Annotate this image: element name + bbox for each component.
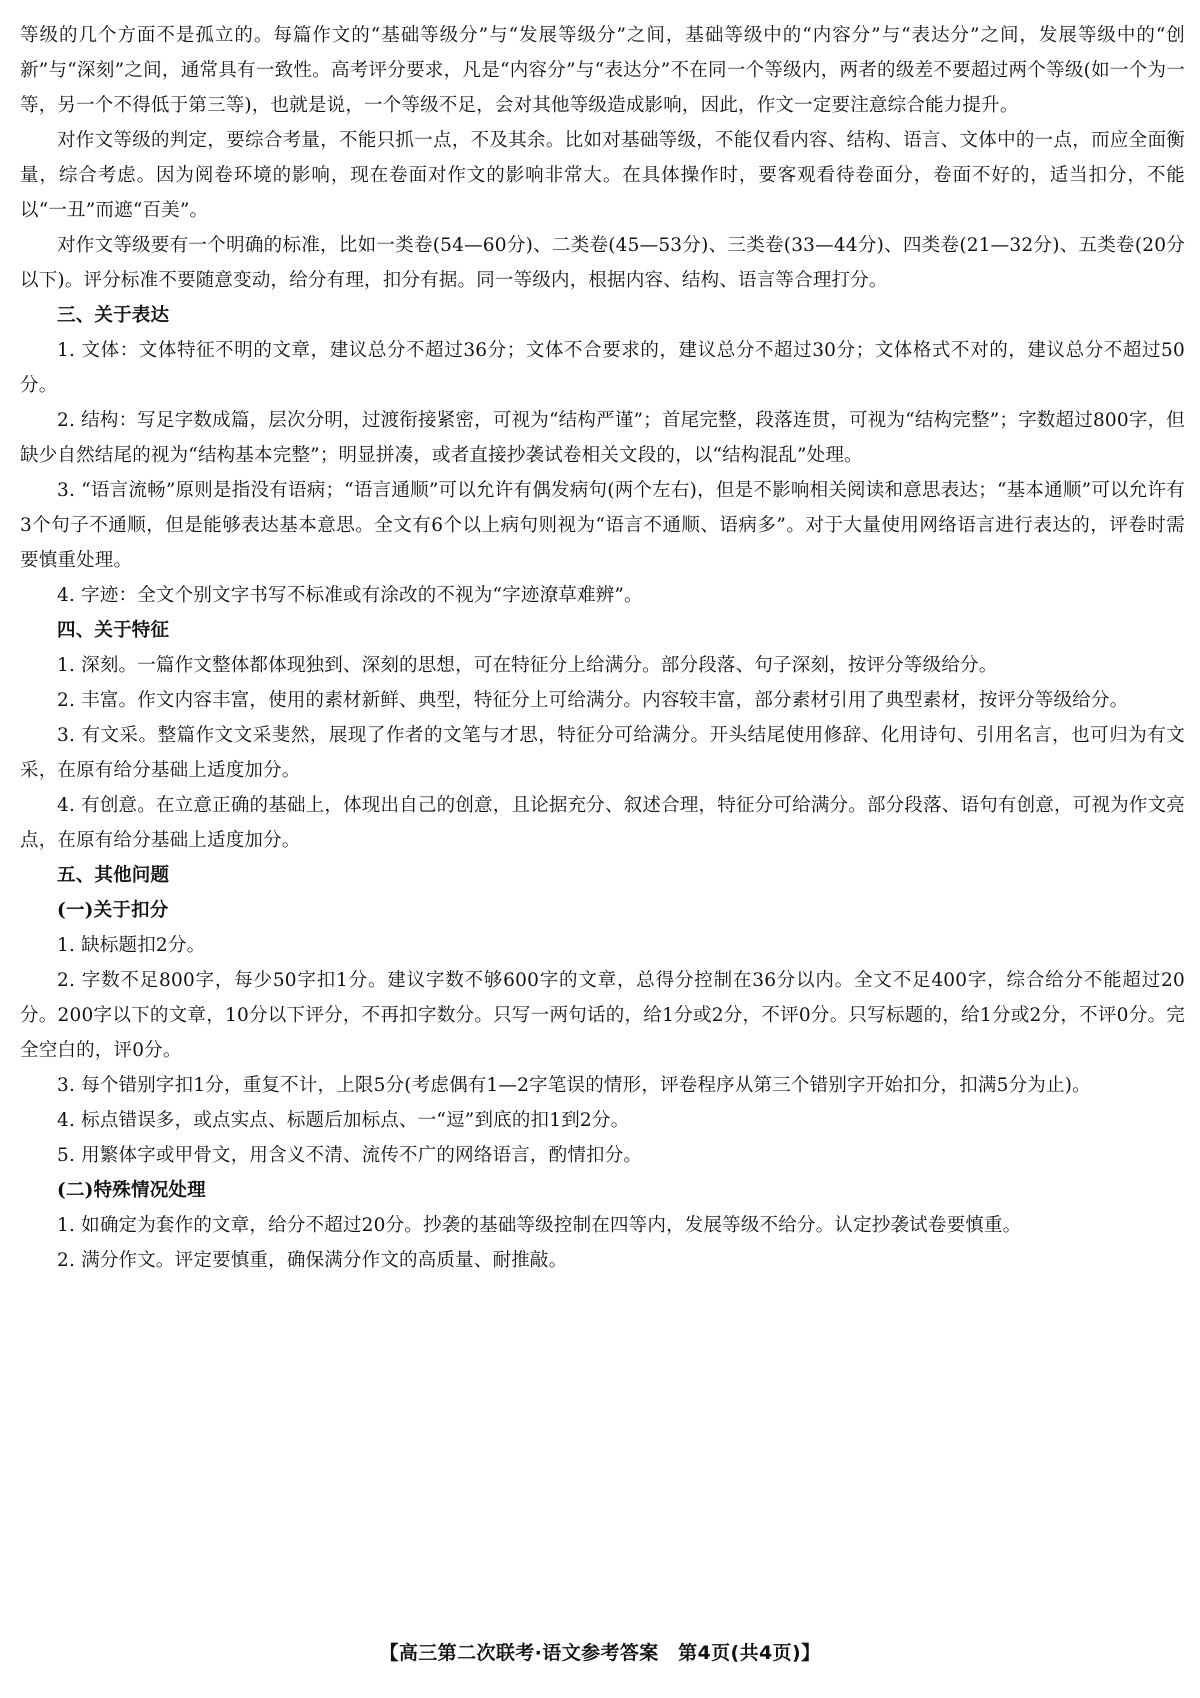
subsection-heading-special-cases: (二)特殊情况处理 bbox=[57, 1180, 206, 1201]
paragraph-2: 对作文等级的判定，要综合考量，不能只抓一点，不及其余。比如对基础等级，不能仅看内容、结构、语言、文体中的一点，而应全面衡量，综合考虑。因为阅卷环境的影响，现在卷面对作文的影响非常大。在具体操作时，要客观看待卷面分，卷面不好的，适当扣分，不能以“一丑”而遮“百美”。 bbox=[20, 130, 1185, 221]
paragraph-language: 3. “语言流畅”原则是指没有语病；“语言通顺”可以允许有偶发病句(两个左右)，但是不影响相关阅读和意思表达；“基本通顺”可以允许有3个句子不通顺，但是能够表达基本意思。全文有6个以上病句则视为“语言不通顺、语病多”。对于大量使用网络语言进行表达的，评卷时需要慎重处理。 bbox=[20, 480, 1185, 571]
paragraph-full-marks: 2. 满分作文。评定要慎重，确保满分作文的高质量、耐推敲。 bbox=[57, 1250, 568, 1271]
paragraph-literary-grace: 3. 有文采。整篇作文文采斐然，展现了作者的文笔与才思，特征分可给满分。开头结尾使用修辞、化用诗句、引用名言，也可归为有文采，在原有给分基础上适度加分。 bbox=[20, 725, 1185, 781]
paragraph-word-count: 2. 字数不足800字，每少50字扣1分。建议字数不够600字的文章，总得分控制在36分以内。全文不足400字，综合给分不能超过20分。200字以下的文章，10分以下评分，不再扣字数分。只写一两句话的，给1分或2分，不评0分。只写标题的，给1分或2分，不评0分。完全空白的，评0分。 bbox=[20, 970, 1185, 1061]
paragraph-3: 对作文等级要有一个明确的标准，比如一类卷(54—60分)、二类卷(45—53分)、三类卷(33—44分)、四类卷(21—32分)、五类卷(20分以下)。评分标准不要随意变动，给分有理，扣分有据。同一等级内，根据内容、结构、语言等合理打分。 bbox=[20, 235, 1185, 291]
paragraph-depth: 1. 深刻。一篇作文整体都体现独到、深刻的思想，可在特征分上给满分。部分段落、句子深刻，按评分等级给分。 bbox=[57, 655, 998, 676]
paragraph-plagiarism: 1. 如确定为套作的文章，给分不超过20分。抄袭的基础等级控制在四等内，发展等级不给分。认定抄袭试卷要慎重。 bbox=[57, 1215, 1022, 1236]
paragraph-punctuation: 4. 标点错误多，或点实点、标题后加标点、一“逗”到底的扣1到2分。 bbox=[57, 1110, 630, 1131]
paragraph-1: 等级的几个方面不是孤立的。每篇作文的“基础等级分”与“发展等级分”之间，基础等级中的“内容分”与“表达分”之间，发展等级中的“创新”与“深刻”之间，通常具有一致性。高考评分要求，凡是“内容分”与“表达分”不在同一个等级内，两者的级差不要超过两个等级(如一个为一等，另一个不得低于第三等)，也就是说，一个等级不足，会对其他等级造成影响，因此，作文一定要注意综合能力提升。 bbox=[20, 25, 1185, 116]
paragraph-creativity: 4. 有创意。在立意正确的基础上，体现出自己的创意，且论据充分、叙述合理，特征分可给满分。部分段落、语句有创意，可视为作文亮点，在原有给分基础上适度加分。 bbox=[20, 795, 1185, 851]
paragraph-handwriting: 4. 字迹：全文个别文字书写不标准或有涂改的不视为“字迹潦草难辨”。 bbox=[57, 585, 643, 606]
paragraph-structure: 2. 结构：写足字数成篇，层次分明，过渡衔接紧密，可视为“结构严谨”；首尾完整，段落连贯，可视为“结构完整”；字数超过800字，但缺少自然结尾的视为“结构基本完整”；明显拼凑，或者直接抄袭试卷相关文段的，以“结构混乱”处理。 bbox=[20, 410, 1185, 466]
subsection-heading-deductions: (一)关于扣分 bbox=[57, 900, 169, 921]
section-heading-other: 五、其他问题 bbox=[57, 865, 170, 886]
section-heading-expression: 三、关于表达 bbox=[57, 305, 170, 326]
paragraph-missing-title: 1. 缺标题扣2分。 bbox=[57, 935, 206, 956]
document-body bbox=[20, 18, 1185, 1278]
section-heading-features: 四、关于特征 bbox=[57, 620, 170, 641]
paragraph-traditional-chars: 5. 用繁体字或甲骨文，用含义不清、流传不广的网络语言，酌情扣分。 bbox=[57, 1145, 643, 1166]
paragraph-genre: 1. 文体：文体特征不明的文章，建议总分不超过36分；文体不合要求的，建议总分不超过30分；文体格式不对的，建议总分不超过50分。 bbox=[20, 340, 1185, 396]
paragraph-richness: 2. 丰富。作文内容丰富，使用的素材新鲜、典型，特征分上可给满分。内容较丰富，部分素材引用了典型素材，按评分等级给分。 bbox=[57, 690, 1129, 711]
page-footer: 【高三第二次联考·语文参考答案 第4页(共4页)】 bbox=[379, 1642, 821, 1664]
paragraph-typos: 3. 每个错别字扣1分，重复不计，上限5分(考虑偶有1—2字笔误的情形，评卷程序从第三个错别字开始扣分，扣满5分为止)。 bbox=[57, 1075, 1091, 1096]
